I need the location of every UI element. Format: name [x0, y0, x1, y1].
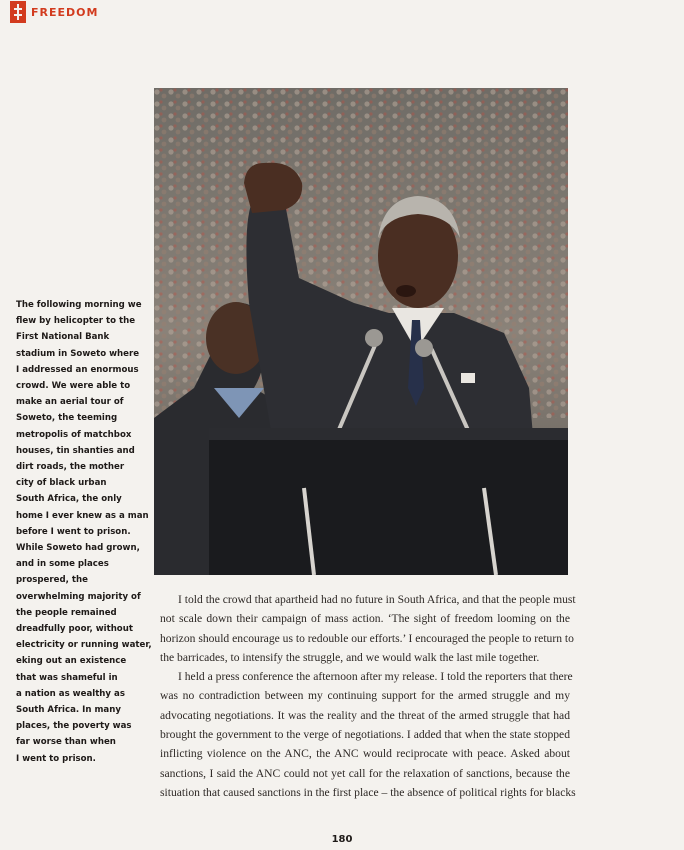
caption-line: South Africa, the only: [16, 494, 122, 505]
caption-line: dreadfully poor, without: [16, 624, 133, 635]
caption-line: electricity or running water,: [16, 640, 152, 651]
body-line: inflicting violence on the ANC, the ANC would reciprocate with peace. Asked about: [160, 747, 570, 761]
caption-line: city of black urban: [16, 478, 107, 489]
body-line: brought the government to the verge of negotiations. I added that when the state stopped: [160, 728, 570, 742]
caption-line: and in some places: [16, 559, 109, 570]
caption-line: I addressed an enormous: [16, 364, 139, 375]
caption-line: crowd. We were able to: [16, 381, 131, 392]
caption-line: the people remained: [16, 607, 117, 618]
body-text: [160, 590, 576, 802]
body-line: advocating negotiations. It was the reality and the threat of the armed struggle that had: [160, 708, 570, 722]
caption-line: stadium in Soweto where: [16, 348, 140, 359]
sidebar-caption: [16, 297, 152, 767]
caption-line: I went to prison.: [16, 753, 96, 764]
caption-line: make an aerial tour of: [16, 397, 124, 408]
body-line: I held a press conference the afternoon after my release. I told the reporters that there: [178, 670, 573, 684]
body-line: sanctions, I said the ANC could not yet call for the relaxation of sanctions, because the: [160, 766, 570, 780]
caption-line: overwhelming majority of: [16, 591, 141, 602]
caption-line: metropolis of matchbox: [16, 429, 132, 440]
paragraph-1: [160, 590, 576, 667]
caption-line: eking out an existence: [16, 656, 127, 667]
body-line: not scale down their campaign of mass action. ‘The sight of freedom looming on the: [160, 612, 570, 626]
raised-fist-photo: [154, 88, 568, 575]
caption-line: dirt roads, the mother: [16, 462, 125, 473]
caption-line: The following morning we: [16, 300, 142, 310]
body-line: I told the crowd that apartheid had no future in South Africa, and that the people must: [178, 593, 576, 606]
body-line: was no contradiction between my continuing support for the armed struggle and my: [160, 689, 570, 703]
caption-line: home I ever knew as a man: [16, 510, 149, 521]
caption-line: While Soweto had grown,: [16, 543, 140, 554]
page-number: 180: [331, 834, 353, 845]
paragraph-2: [160, 667, 576, 802]
body-line: situation that caused sanctions in the first place – the absence of political rights for blacks: [160, 785, 576, 799]
caption-line: First National Bank: [16, 332, 110, 343]
caption-line: far worse than when: [16, 737, 116, 748]
body-line: the barricades, to intensify the struggle, and we would walk the last mile together.: [160, 650, 540, 664]
flag-emblem-icon: [10, 1, 26, 23]
caption-line: prospered, the: [16, 575, 88, 586]
running-header: [10, 0, 98, 24]
body-line: horizon should encourage us to redouble our efforts.’ I encouraged the people to return to: [160, 631, 574, 645]
caption-line: South Africa. In many: [16, 705, 121, 716]
caption-line: flew by helicopter to the: [16, 316, 136, 327]
section-title: FREEDOM: [31, 5, 99, 19]
caption-line: that was shameful in: [16, 672, 118, 683]
caption-line: houses, tin shanties and: [16, 445, 135, 456]
caption-line: before I went to prison.: [16, 526, 131, 537]
caption-line: Soweto, the teeming: [16, 413, 118, 424]
caption-line: places, the poverty was: [16, 721, 132, 732]
caption-line: a nation as wealthy as: [16, 688, 125, 699]
